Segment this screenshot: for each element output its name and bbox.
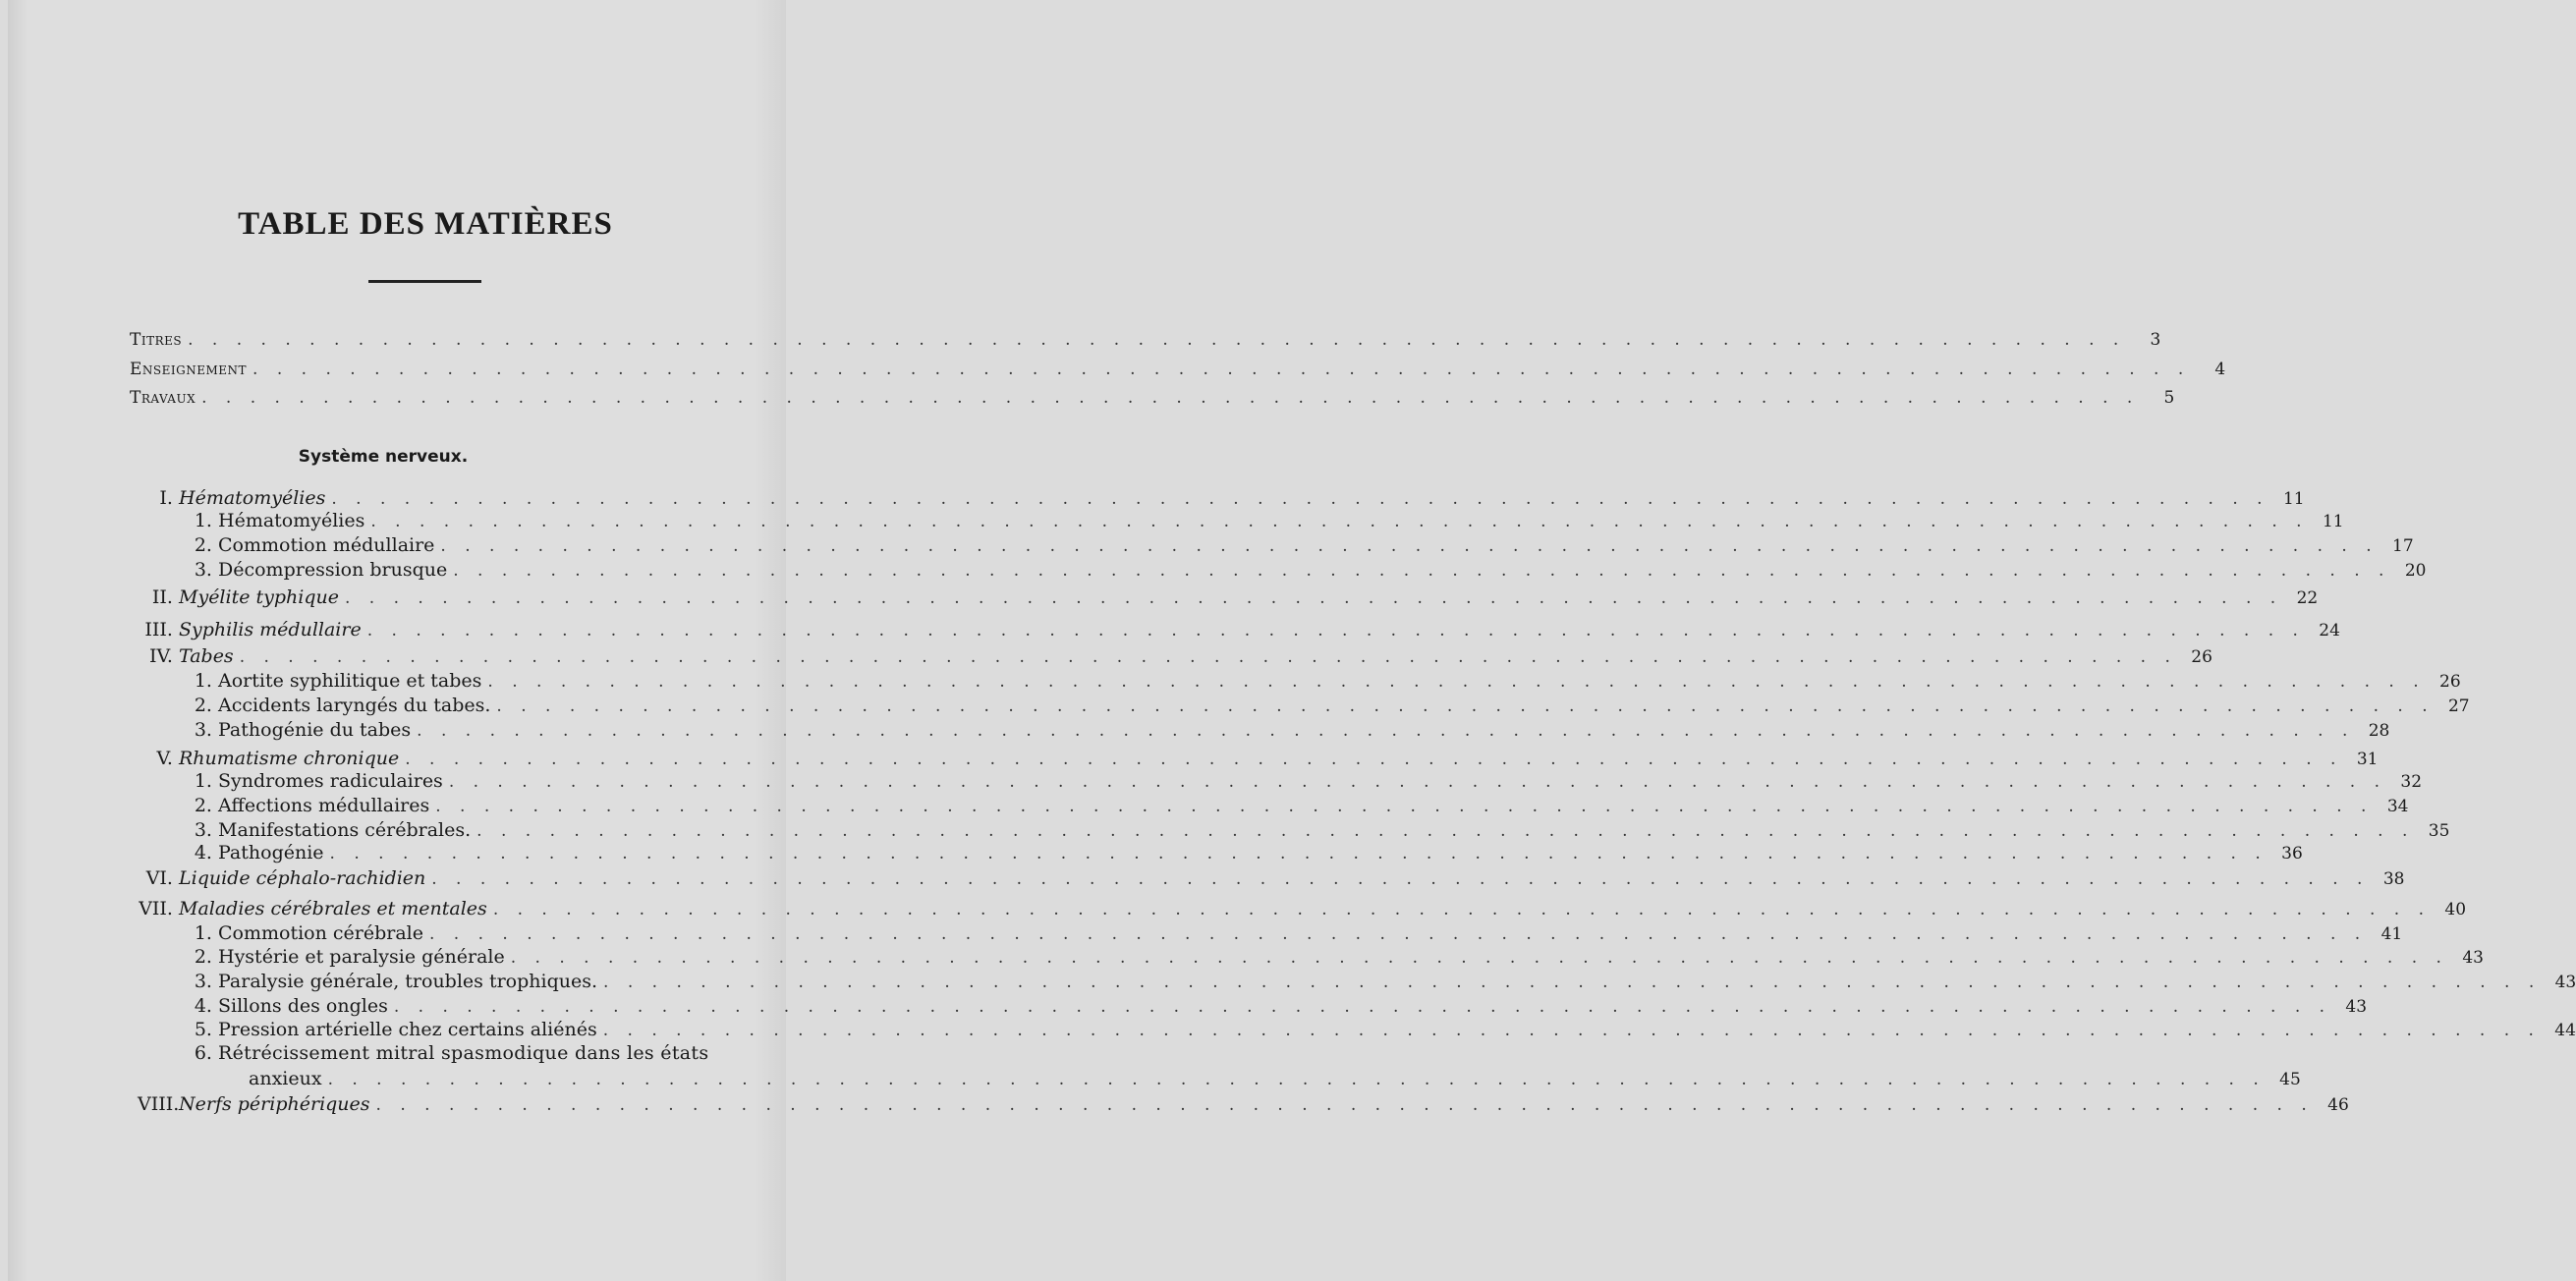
dot-leader: . . . . . . . . . . . . . . . . . . . . . . . . . . . . . . . . . . . . . . . . . . . . . . . . . . . . . . . . . . . . . . . . . . . . . . . . . . . . . . . . — [492, 900, 2432, 919]
entry-number: 1. — [194, 510, 218, 531]
entry-label: Syphilis médullaire — [179, 619, 362, 640]
page-number: 45 — [2279, 1070, 2301, 1089]
page-number: 11 — [2322, 512, 2344, 531]
dot-leader: . . . . . . . . . . . . . . . . . . . . . . . . . . . . . . . . . . . . . . . . . . . . . . . . . . . . . . . . . . . . . . . . . . . . . . . . . . . . . . . . — [239, 647, 2177, 667]
page-number: 46 — [2327, 1095, 2349, 1115]
page-number: 20 — [2404, 561, 2427, 581]
entry-number: 3. — [194, 559, 218, 581]
page-number: 22 — [2296, 588, 2319, 608]
entry-label: Hématomyélies — [179, 487, 326, 509]
page-number: 36 — [2281, 844, 2303, 863]
title-rule — [368, 280, 481, 283]
toc-entry — [138, 866, 2405, 891]
toc-entry — [138, 897, 2467, 921]
entry-number: I. — [159, 487, 179, 509]
entry-label: Paralysie générale, troubles trophiques. — [218, 971, 598, 992]
entry-label: Affections médullaires — [218, 795, 430, 816]
dot-leader: . . . . . . . . . . . . . . . . . . . . . . . . . . . . . . . . . . . . . . . . . . . . . . . . . . . . . . . . . . . . . . . . . . . . . . . . . . . . . . . . — [331, 489, 2269, 509]
dot-leader: . . . . . . . . . . . . . . . . . . . . . . . . . . . . . . . . . . . . . . . . . . . . . . . . . . . . . . . . . . . . . . . . . . . . . . . . . . . . . . . . — [603, 973, 2542, 992]
page-number: 4 — [2214, 360, 2226, 379]
page-number: 11 — [2282, 489, 2305, 509]
toc-entry — [193, 994, 2368, 1019]
toc-entry — [138, 486, 2305, 511]
entry-number: 2. — [194, 695, 218, 716]
front-entry — [130, 358, 2226, 381]
page-number: 17 — [2392, 536, 2414, 556]
entry-label: Maladies cérébrales et mentales — [179, 898, 487, 919]
entry-number: 5. — [194, 1019, 218, 1040]
dot-leader: . . . . . . . . . . . . . . . . . . . . . . . . . . . . . . . . . . . . . . . . . . . . . . . . . . . . . . . . . . . . . . . . . . . . . . . . . . . . . . . . — [510, 948, 2448, 968]
toc-entry — [138, 585, 2319, 610]
page-number: 5 — [2163, 388, 2175, 408]
entry-label: Manifestations cérébrales. — [218, 819, 472, 841]
entry-label: Sillons des ongles — [218, 995, 388, 1017]
page-number: 43 — [2462, 948, 2484, 968]
entry-label: Pathogénie du tabes — [218, 719, 412, 741]
entry-label: Tabes — [179, 645, 234, 667]
entry-label: Commotion cérébrale — [218, 922, 423, 944]
entry-number: 3. — [194, 819, 218, 841]
page-number: 41 — [2380, 924, 2403, 944]
entry-number: VII. — [139, 898, 179, 919]
dot-leader: . . . . . . . . . . . . . . . . . . . . . . . . . . . . . . . . . . . . . . . . . . . . . . . . . . . . . . . . . . . . . . . . . . . . . . . . . . . . . . . . — [453, 561, 2391, 581]
dot-leader: . . . . . . . . . . . . . . . . . . . . . . . . . . . . . . . . . . . . . . . . . . . . . . . . . . . . . . . . . . . . . . . . . . . . . . . . . . . . . . . . — [440, 536, 2379, 556]
entry-number: 2. — [194, 946, 218, 968]
page-number: 26 — [2439, 672, 2461, 692]
dot-leader: . . . . . . . . . . . . . . . . . . . . . . . . . . . . . . . . . . . . . . . . . . . . . . . . . . . . . . . . . . . . . . . . . . . . . . . . . . . . . . . . — [329, 844, 2268, 863]
dot-leader: . . . . . . . . . . . . . . . . . . . . . . . . . . . . . . . . . . . . . . . . . . . . . . . . . . . . . . . . . . . . . . . . . . . . . . . . . . . . . . . . — [476, 821, 2415, 841]
toc-entry — [193, 1041, 727, 1065]
toc-entry — [193, 841, 2303, 865]
page-number: 28 — [2368, 721, 2390, 741]
page-number: 26 — [2191, 647, 2212, 667]
toc-entry — [138, 644, 2212, 669]
entry-label: Pression artérielle chez certains aliénés — [218, 1019, 597, 1040]
toc-entry — [193, 718, 2390, 743]
entry-number: 4. — [194, 842, 218, 863]
entry-label: anxieux — [249, 1068, 322, 1089]
toc-entry — [138, 747, 2379, 771]
entry-label: Enseignement — [130, 360, 248, 379]
entry-label: Travaux — [130, 388, 196, 408]
front-entry — [130, 386, 2175, 410]
entry-label: Décompression brusque — [218, 559, 448, 581]
dot-leader: . . . . . . . . . . . . . . . . . . . . . . . . . . . . . . . . . . . . . . . . . . . . . . . . . . . . . . . . . . . . . . . . . . . . . . . . . . . . . . . . — [375, 1095, 2314, 1115]
section-heading: Système nerveux. — [298, 447, 469, 467]
toc-entry — [138, 618, 2340, 642]
page-number: 32 — [2400, 772, 2423, 792]
page-title: TABLE DES MATIÈRES — [238, 206, 613, 242]
entry-number: II. — [151, 586, 179, 608]
front-entry — [130, 328, 2161, 352]
entry-number: 6. — [194, 1042, 218, 1064]
toc-entry — [193, 1018, 2576, 1042]
entry-label: Commotion médullaire — [218, 534, 435, 556]
page-number: 44 — [2554, 1021, 2576, 1040]
entry-label: Hématomyélies — [218, 510, 365, 531]
page-number: 27 — [2447, 696, 2470, 716]
entry-number: 1. — [194, 922, 218, 944]
entry-number: 3. — [194, 719, 218, 741]
entry-number: 4. — [194, 995, 218, 1017]
entry-label: Rhumatisme chronique — [179, 748, 400, 769]
page-number: 34 — [2386, 797, 2409, 816]
entry-number: IV. — [149, 645, 179, 667]
entry-number: 2. — [194, 795, 218, 816]
entry-number: VI. — [145, 867, 179, 889]
toc-entry — [193, 794, 2409, 818]
dot-leader: . . . . . . . . . . . . . . . . . . . . . . . . . . . . . . . . . . . . . . . . . . . . . . . . . . . . . . . . . . . . . . . . . . . . . . . . . . . . . . . . — [448, 772, 2387, 792]
dot-leader: . . . . . . . . . . . . . . . . . . . . . . . . . . . . . . . . . . . . . . . . . . . . . . . . . . . . . . . . . . . . . . . . . . . . . . . . . . . . . . . . — [428, 924, 2368, 944]
entry-label: Titres — [130, 330, 183, 350]
entry-number: 2. — [194, 534, 218, 556]
toc-entry — [193, 669, 2461, 694]
entry-number: 3. — [194, 971, 218, 992]
entry-label: Liquide céphalo-rachidien — [179, 867, 426, 889]
toc-entry — [249, 1067, 2301, 1091]
entry-label: Rétrécissement mitral spasmodique dans les états — [218, 1042, 709, 1064]
page-number: 35 — [2428, 821, 2450, 841]
page-number: 43 — [2345, 997, 2368, 1017]
dot-leader: . . . . . . . . . . . . . . . . . . . . . . . . . . . . . . . . . . . . . . . . . . . . . . . . . . . . . . . . . . . . . . . . . . . . . . . . . . . . . . . . — [435, 797, 2374, 816]
entry-label: Nerfs périphériques — [179, 1093, 370, 1115]
dot-leader: . . . . . . . . . . . . . . . . . . . . . . . . . . . . . . . . . . . . . . . . . . . . . . . . . . . . . . . . . . . . . . . . . . . . . . . . . . . . . . . . — [393, 997, 2332, 1017]
page-number: 3 — [2150, 330, 2161, 350]
entry-label: Syndromes radiculaires — [218, 770, 443, 792]
dot-leader: . . . . . . . . . . . . . . . . . . . . . . . . . . . . . . . . . . . . . . . . . . . . . . . . . . . . . . . . . . . . . . . . . . . . . . . . . . . . . . . . — [417, 721, 2355, 741]
entry-number: 1. — [194, 770, 218, 792]
dot-leader: . . . . . . . . . . . . . . . . . . . . . . . . . . . . . . . . . . . . . . . . . . . . . . . . . . . . . . . . . . . . . . . . . . . . . . . . . . . . . . . . — [370, 512, 2309, 531]
dot-leader: . . . . . . . . . . . . . . . . . . . . . . . . . . . . . . . . . . . . . . . . . . . . . . . . . . . . . . . . . . . . . . . . . . . . . . . . . . . . . . . . — [405, 750, 2343, 769]
dot-leader: . . . . . . . . . . . . . . . . . . . . . . . . . . . . . . . . . . . . . . . . . . . . . . . . . . . . . . . . . . . . . . . . . . . . . . . . . . . . . . . . — [252, 360, 2191, 379]
toc-entry — [193, 921, 2403, 946]
entry-label: Hystérie et paralysie générale — [218, 946, 505, 968]
dot-leader: . . . . . . . . . . . . . . . . . . . . . . . . . . . . . . . . . . . . . . . . . . . . . . . . . . . . . . . . . . . . . . . . . . . . . . . . . . . . . . . . — [188, 330, 2126, 350]
page-number: 38 — [2382, 869, 2405, 889]
dot-leader: . . . . . . . . . . . . . . . . . . . . . . . . . . . . . . . . . . . . . . . . . . . . . . . . . . . . . . . . . . . . . . . . . . . . . . . . . . . . . . . . — [345, 588, 2283, 608]
dot-leader: . . . . . . . . . . . . . . . . . . . . . . . . . . . . . . . . . . . . . . . . . . . . . . . . . . . . . . . . . . . . . . . . . . . . . . . . . . . . . . . . — [431, 869, 2370, 889]
toc-entry — [193, 970, 2576, 994]
entry-number: III. — [144, 619, 179, 640]
dot-leader: . . . . . . . . . . . . . . . . . . . . . . . . . . . . . . . . . . . . . . . . . . . . . . . . . . . . . . . . . . . . . . . . . . . . . . . . . . . . . . . . — [327, 1070, 2266, 1089]
toc-entry — [193, 945, 2484, 970]
dot-leader: . . . . . . . . . . . . . . . . . . . . . . . . . . . . . . . . . . . . . . . . . . . . . . . . . . . . . . . . . . . . . . . . . . . . . . . . . . . . . . . . — [496, 696, 2435, 716]
page-number: 40 — [2444, 900, 2467, 919]
entry-label: Pathogénie — [218, 842, 324, 863]
entry-number: VIII. — [138, 1093, 186, 1115]
dot-leader: . . . . . . . . . . . . . . . . . . . . . . . . . . . . . . . . . . . . . . . . . . . . . . . . . . . . . . . . . . . . . . . . . . . . . . . . . . . . . . . . — [487, 672, 2426, 692]
page-number: 31 — [2356, 750, 2379, 769]
toc-entry — [193, 769, 2423, 794]
dot-leader: . . . . . . . . . . . . . . . . . . . . . . . . . . . . . . . . . . . . . . . . . . . . . . . . . . . . . . . . . . . . . . . . . . . . . . . . . . . . . . . . — [366, 621, 2305, 640]
entry-label: Aortite syphilitique et tabes — [218, 670, 482, 692]
toc-entry — [193, 558, 2427, 583]
toc-entry — [193, 694, 2470, 718]
entry-label: Myélite typhique — [179, 586, 339, 608]
dot-leader: . . . . . . . . . . . . . . . . . . . . . . . . . . . . . . . . . . . . . . . . . . . . . . . . . . . . . . . . . . . . . . . . . . . . . . . . . . . . . . . . — [201, 388, 2140, 408]
entry-label: Accidents laryngés du tabes. — [218, 695, 491, 716]
toc-entry — [138, 1092, 2349, 1117]
entry-number: 1. — [194, 670, 218, 692]
toc-entry — [193, 818, 2450, 843]
page-number: 24 — [2319, 621, 2340, 640]
toc-entry — [193, 509, 2344, 533]
dot-leader: . . . . . . . . . . . . . . . . . . . . . . . . . . . . . . . . . . . . . . . . . . . . . . . . . . . . . . . . . . . . . . . . . . . . . . . . . . . . . . . . — [602, 1021, 2541, 1040]
page-number: 43 — [2554, 973, 2576, 992]
entry-number: V. — [156, 748, 179, 769]
toc-entry — [193, 533, 2414, 558]
